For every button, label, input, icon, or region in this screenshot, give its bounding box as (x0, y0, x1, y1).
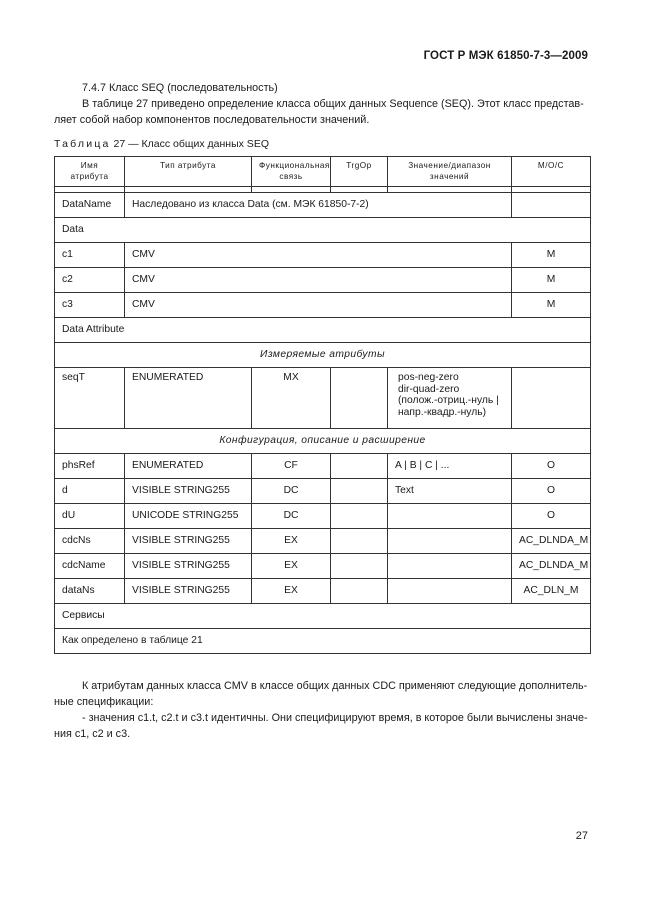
cell-name: seqT (55, 368, 125, 429)
section-row-config (55, 429, 591, 454)
cell-type: VISIBLE STRING255 (125, 479, 252, 504)
section-label: Сервисы (55, 604, 591, 629)
cell-trgop (331, 554, 388, 579)
cell-name: c1 (55, 243, 125, 268)
cell-moc: AC_DLNDA_M (512, 529, 591, 554)
table-caption-rest: 27 — Класс общих данных SEQ (110, 138, 269, 150)
table-caption (54, 138, 269, 150)
cell-moc: AC_DLN_M (512, 579, 591, 604)
after-line-2: ные спецификации: (54, 696, 154, 708)
table-row (55, 243, 591, 268)
table-row (55, 193, 591, 218)
table-row (55, 529, 591, 554)
cell-value (388, 368, 512, 429)
section-row-services (55, 604, 591, 629)
value-line: dir-quad-zero (398, 383, 460, 395)
intro-line-1: В таблице 27 приведено определение класса общих данных Sequence (SEQ). Этот класс представ- (82, 98, 584, 110)
cell-fc: CF (252, 454, 331, 479)
header-attribute-name: Имя атрибута (55, 157, 125, 187)
cell-inherited: Наследовано из класса Data (см. МЭК 61850-7-2) (125, 193, 512, 218)
seq-class-table (54, 156, 591, 654)
cell-type: CMV (125, 268, 512, 293)
cell-moc (512, 368, 591, 429)
section-label: Конфигурация, описание и расширение (55, 429, 591, 454)
cell-moc: M (512, 293, 591, 318)
section-row-measured (55, 343, 591, 368)
cell-fc: EX (252, 579, 331, 604)
cell-fc: MX (252, 368, 331, 429)
document-header: ГОСТ Р МЭК 61850-7-3—2009 (423, 50, 588, 62)
table-row (55, 579, 591, 604)
header-attribute-type: Тип атрибута (125, 157, 252, 187)
cell-value: A | B | C | ... (388, 454, 512, 479)
cell-value (388, 529, 512, 554)
section-row-data (55, 218, 591, 243)
cell-moc: O (512, 504, 591, 529)
cell-type: CMV (125, 243, 512, 268)
cell-name: cdcNs (55, 529, 125, 554)
section-label: Измеряемые атрибуты (55, 343, 591, 368)
cell-trgop (331, 368, 388, 429)
cell-trgop (331, 529, 388, 554)
intro-line-2: ляет собой набор компонентов последовательности значений. (54, 114, 370, 126)
cell-type: ENUMERATED (125, 454, 252, 479)
cell-type: UNICODE STRING255 (125, 504, 252, 529)
cell-value (388, 579, 512, 604)
cell-name: phsRef (55, 454, 125, 479)
section-row-data-attribute (55, 318, 591, 343)
table-row (55, 454, 591, 479)
header-moc: M/O/C (512, 157, 591, 187)
cell-moc: M (512, 243, 591, 268)
services-text: Как определено в таблице 21 (55, 629, 591, 654)
table-header-row (55, 157, 591, 187)
cell-fc: EX (252, 554, 331, 579)
cell-type: CMV (125, 293, 512, 318)
cell-type: VISIBLE STRING255 (125, 529, 252, 554)
cell-trgop (331, 454, 388, 479)
table-caption-word: Таблица (54, 138, 111, 150)
value-line: pos-neg-zero (398, 372, 459, 383)
table-row (55, 293, 591, 318)
cell-moc: O (512, 479, 591, 504)
cell-fc: DC (252, 479, 331, 504)
section-title: 7.4.7 Класс SEQ (последовательность) (82, 82, 278, 94)
cell-name: c2 (55, 268, 125, 293)
table-row (55, 629, 591, 654)
cell-value (388, 504, 512, 529)
value-line: напр.-квадр.-нуль) (398, 406, 487, 418)
cell-moc: M (512, 268, 591, 293)
cell-name: d (55, 479, 125, 504)
page-number: 27 (575, 830, 588, 842)
cell-name: dU (55, 504, 125, 529)
cell-name: dataNs (55, 579, 125, 604)
table-row (55, 504, 591, 529)
cell-trgop (331, 579, 388, 604)
section-label: Data (55, 218, 591, 243)
cell-type: VISIBLE STRING255 (125, 579, 252, 604)
after-line-4: ния c1, c2 и c3. (54, 728, 131, 740)
cell-value: Text (388, 479, 512, 504)
cell-trgop (331, 504, 388, 529)
cell-fc: EX (252, 529, 331, 554)
table-row (55, 368, 591, 429)
cell-name: DataName (55, 193, 125, 218)
header-value-range: Значение/диапазон значений (388, 157, 512, 187)
cell-trgop (331, 479, 388, 504)
cell-type: ENUMERATED (125, 368, 252, 429)
cell-fc: DC (252, 504, 331, 529)
cell-value (388, 554, 512, 579)
after-line-3: - значения c1.t, c2.t и c3.t идентичны. Они специфицируют время, в которое были вычислены значе- (82, 712, 588, 724)
table-row (55, 268, 591, 293)
header-functional-constraint: Функциональная связь (252, 157, 331, 187)
table-row (55, 479, 591, 504)
after-line-1: К атрибутам данных класса CMV в классе общих данных CDC применяют следующие дополнитель- (82, 680, 588, 692)
table-row (55, 554, 591, 579)
cell-moc: AC_DLNDA_M (512, 554, 591, 579)
cell-type: VISIBLE STRING255 (125, 554, 252, 579)
cell-name: cdcName (55, 554, 125, 579)
cell-moc (512, 193, 591, 218)
value-line: (полож.-отриц.-нуль | (398, 395, 499, 406)
header-trgop: TrgOp (331, 157, 388, 187)
cell-moc: O (512, 454, 591, 479)
section-label: Data Attribute (55, 318, 591, 343)
cell-name: c3 (55, 293, 125, 318)
